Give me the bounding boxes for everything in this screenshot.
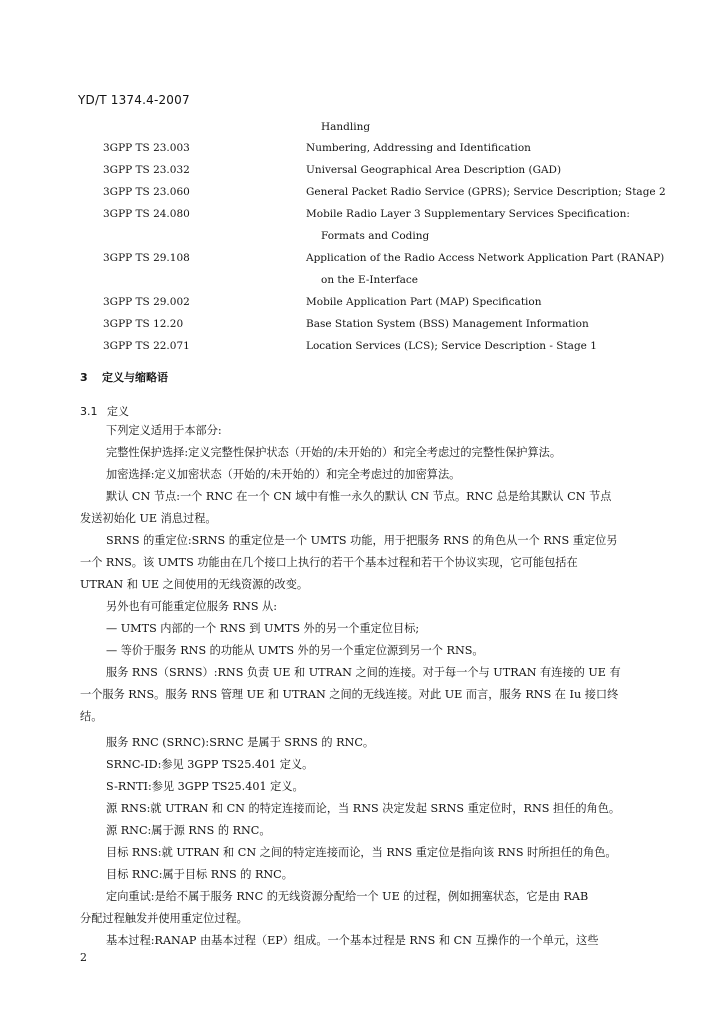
reference-code: 3GPP TS 29.002 xyxy=(103,296,190,308)
body-line: 默认 CN 节点:一个 RNC 在一个 CN 域中有惟一永久的默认 CN 节点。RNC 总是给其默认 CN 节点 xyxy=(106,490,612,503)
body-line: S-RNTI:参见 3GPP TS25.401 定义。 xyxy=(106,780,304,793)
reference-code: 3GPP TS 12.20 xyxy=(103,318,184,330)
section-title: 定义与缩略语 xyxy=(102,371,168,384)
body-line: 源 RNC:属于源 RNS 的 RNC。 xyxy=(106,824,271,837)
reference-code: 3GPP TS 29.108 xyxy=(103,252,190,264)
body-line: 加密选择:定义加密状态（开始的/未开始的）和完全考虑过的加密算法。 xyxy=(106,468,461,481)
body-line: SRNS 的重定位:SRNS 的重定位是一个 UMTS 功能，用于把服务 RNS 的角色从一个 RNS 重定位另 xyxy=(106,534,618,547)
page-number: 2 xyxy=(80,951,87,964)
list-item: — UMTS 内部的一个 RNS 到 UMTS 外的另一个重定位目标; xyxy=(106,622,420,635)
body-line: 分配过程触发并使用重定位过程。 xyxy=(80,912,248,925)
reference-title: General Packet Radio Service (GPRS); Service Description; Stage 2 xyxy=(306,186,666,198)
reference-title: Universal Geographical Area Description (GAD) xyxy=(306,164,562,176)
reference-code: 3GPP TS 22.071 xyxy=(103,340,190,352)
body-line: 一个 RNS。该 UMTS 功能由在几个接口上执行的若干个基本过程和若干个协议实现，它可能包括在 xyxy=(80,556,578,569)
reference-title: Application of the Radio Access Network Application Part (RANAP) xyxy=(306,252,665,264)
body-line: 另外也有可能重定位服务 RNS 从: xyxy=(106,600,278,613)
body-line: SRNC-ID:参见 3GPP TS25.401 定义。 xyxy=(106,758,314,771)
reference-continuation: Formats and Coding xyxy=(321,230,430,242)
reference-continuation: on the E-Interface xyxy=(321,274,418,286)
reference-code: 3GPP TS 23.032 xyxy=(103,164,190,176)
body-line: 发送初始化 UE 消息过程。 xyxy=(80,512,217,525)
section-heading xyxy=(80,369,168,385)
body-line: 基本过程:RANAP 由基本过程（EP）组成。一个基本过程是 RNS 和 CN 互操作的一个单元，这些 xyxy=(106,934,599,947)
reference-title: Mobile Application Part (MAP) Specification xyxy=(306,296,542,308)
reference-title: Mobile Radio Layer 3 Supplementary Services Specification: xyxy=(306,208,630,220)
body-line: 目标 RNC:属于目标 RNS 的 RNC。 xyxy=(106,868,293,881)
body-line: 完整性保护选择:定义完整性保护状态（开始的/未开始的）和完全考虑过的完整性保护算法。 xyxy=(106,446,562,459)
body-line: 一个服务 RNS。服务 RNS 管理 UE 和 UTRAN 之间的无线连接。对此 UE 而言，服务 RNS 在 Iu 接口终 xyxy=(80,688,619,701)
body-line: 下列定义适用于本部分: xyxy=(106,424,222,437)
body-line: 目标 RNS:就 UTRAN 和 CN 之间的特定连接而论，当 RNS 重定位是指向该 RNS 时所担任的角色。 xyxy=(106,846,617,859)
reference-continuation: Handling xyxy=(321,121,371,133)
reference-title: Base Station System (BSS) Management Information xyxy=(306,318,589,330)
reference-title: Location Services (LCS); Service Description - Stage 1 xyxy=(306,340,597,352)
subsection-title: 定义 xyxy=(107,405,129,418)
body-line: 服务 RNS（SRNS）:RNS 负责 UE 和 UTRAN 之间的连接。对于每一个与 UTRAN 有连接的 UE 有 xyxy=(106,666,621,679)
body-line: 定向重试:是给不属于服务 RNC 的无线资源分配给一个 UE 的过程，例如拥塞状态，它是由 RAB xyxy=(106,890,589,903)
subsection-number: 3.1 xyxy=(80,405,98,418)
body-line: 结。 xyxy=(80,710,103,723)
subsection-heading xyxy=(80,403,129,419)
body-line: UTRAN 和 UE 之间使用的无线资源的改变。 xyxy=(80,578,309,591)
list-item: — 等价于服务 RNS 的功能从 UMTS 外的另一个重定位源到另一个 RNS。 xyxy=(106,644,484,657)
reference-title: Numbering, Addressing and Identification xyxy=(306,142,531,154)
reference-code: 3GPP TS 23.060 xyxy=(103,186,190,198)
section-number: 3 xyxy=(80,371,88,384)
reference-code: 3GPP TS 24.080 xyxy=(103,208,190,220)
standard-number-header: YD/T 1374.4-2007 xyxy=(78,93,190,107)
body-line: 源 RNS:就 UTRAN 和 CN 的特定连接而论，当 RNS 决定发起 SRNS 重定位时，RNS 担任的角色。 xyxy=(106,802,621,815)
body-line: 服务 RNC (SRNC):SRNC 是属于 SRNS 的 RNC。 xyxy=(106,736,375,749)
reference-code: 3GPP TS 23.003 xyxy=(103,142,190,154)
